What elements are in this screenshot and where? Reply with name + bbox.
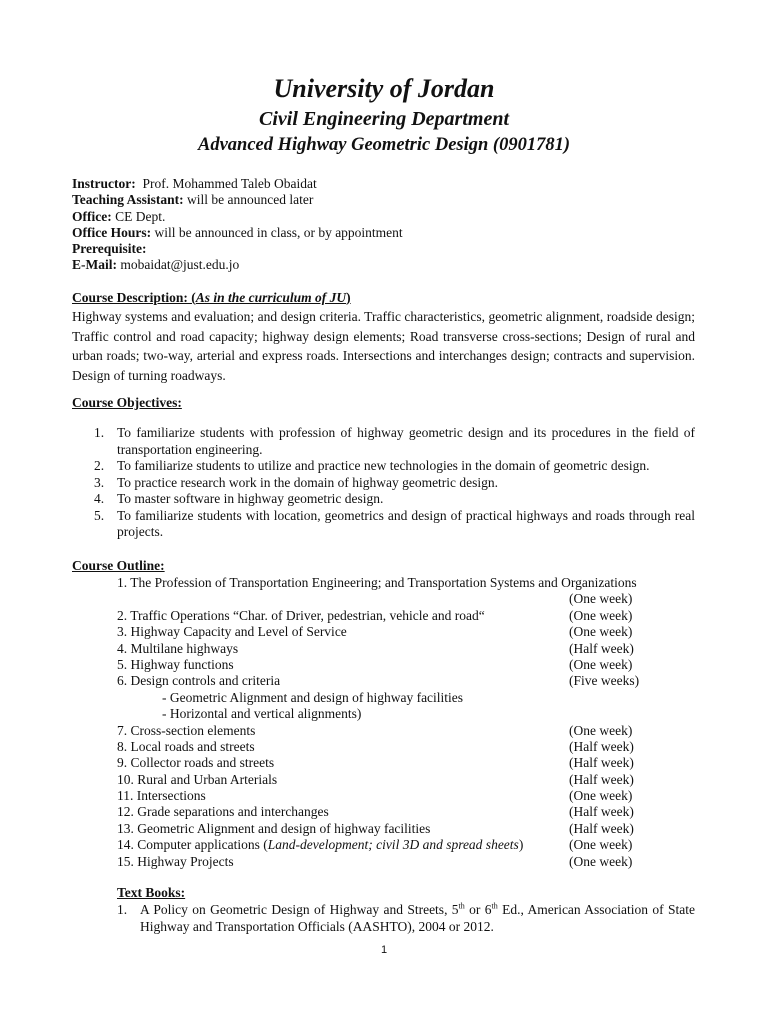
outline-row	[117, 608, 677, 624]
textbook-part: Ed., American Association of State Highway and Transportation Officials (AASHTO), 2004 or 2012.	[140, 902, 695, 934]
outline-row	[117, 624, 677, 640]
outline-topic: 13. Geometric Alignment and design of highway facilities	[117, 820, 431, 836]
list-item	[72, 475, 695, 492]
office-line	[72, 209, 403, 225]
outline-topic: 4. Multilane highways	[117, 640, 239, 656]
outline-row	[117, 591, 677, 607]
course-title: Advanced Highway Geometric Design (0901781)	[197, 135, 570, 155]
outline-row	[117, 657, 677, 673]
outline-duration: (One week)	[569, 591, 633, 607]
list-number: 2.	[94, 458, 105, 473]
email-value: mobaidat@just.edu.jo	[120, 257, 240, 273]
outline-row	[117, 575, 677, 591]
outline-subitem: - Geometric Alignment and design of highway facilities	[162, 689, 464, 705]
outline-row	[117, 673, 677, 689]
outline-topic	[117, 837, 523, 852]
outline-topic: 1. The Profession of Transportation Engineering; and Transportation Systems and Organizations	[117, 575, 637, 590]
outline-topic: 11. Intersections	[117, 788, 206, 804]
outline-topic: 10. Rural and Urban Arterials	[117, 771, 278, 787]
ta-value: will be announced later	[187, 192, 314, 208]
list-text: To familiarize students with profession of highway geometric design and its procedures in the field of transportation engineering.	[117, 425, 695, 457]
list-text: To master software in highway geometric design.	[117, 491, 384, 506]
list-item	[72, 458, 695, 475]
textbook-number: 1.	[117, 902, 128, 917]
outline-topic: 3. Highway Capacity and Level of Service	[117, 624, 347, 640]
list-item	[72, 425, 695, 458]
course-description	[72, 290, 695, 385]
list-number: 5.	[94, 507, 105, 523]
outline-duration: (Half week)	[569, 738, 634, 754]
prerequisite-label: Prerequisite:	[72, 241, 147, 257]
instructor-value: Prof. Mohammed Taleb Obaidat	[142, 176, 317, 191]
email-line	[72, 257, 403, 273]
outline-duration: (One week)	[569, 607, 633, 623]
description-text: Highway systems and evaluation; and design criteria. Traffic characteristics, geometric alignment, roadside design; Traffic control and road capacity; highway design elements; Road transverse cross-sections; Design of rural and urban roads; two-way, arterial and express roads. Intersections and interchanges design; contracts and supervision. Design of turning roadways.	[72, 309, 695, 383]
office-hours-value: will be announced in class, or by appointment	[154, 224, 403, 240]
list-text: To practice research work in the domain of highway geometric design.	[117, 474, 499, 490]
department-title: Civil Engineering Department	[258, 108, 510, 130]
outline-subitem: - Horizontal and vertical alignments)	[162, 706, 362, 722]
outline-row	[117, 804, 677, 820]
outline-duration: (One week)	[569, 788, 633, 804]
list-number: 4.	[94, 491, 105, 506]
outline-topic-suffix: )	[518, 837, 524, 853]
textbooks-list	[117, 901, 695, 935]
outline-row	[117, 788, 677, 804]
outline-duration: (One week)	[569, 656, 633, 672]
list-item	[72, 491, 695, 508]
outline-row	[117, 821, 677, 837]
outline-row	[117, 641, 677, 657]
office-hours-line	[72, 225, 403, 241]
description-heading-text: Course Description: (	[72, 290, 196, 305]
outline-duration: (Half week)	[569, 755, 634, 771]
textbooks-heading: Text Books:	[117, 885, 186, 900]
outline-duration: (One week)	[569, 722, 633, 738]
outline-row	[117, 772, 677, 788]
textbook-sup: th	[491, 901, 498, 911]
office-hours-label: Office Hours:	[72, 224, 152, 240]
outline-duration: (Half week)	[569, 820, 634, 836]
list-text: To familiarize students to utilize and practice new technologies in the domain of geometric design.	[117, 458, 650, 473]
email-label: E-Mail:	[72, 257, 117, 273]
list-text: To familiarize students with location, geometrics and design of practical highways and roads through real projects.	[117, 507, 695, 539]
outline-topic-prefix: 14. Computer applications (	[117, 837, 268, 853]
outline-row	[117, 837, 677, 853]
textbook-sup: th	[458, 901, 465, 911]
textbook-part: or 6	[464, 902, 492, 917]
outline-topic: 5. Highway functions	[117, 656, 234, 672]
ta-label: Teaching Assistant:	[72, 192, 184, 208]
outline-duration: (Five weeks)	[569, 673, 640, 689]
list-number: 3.	[94, 474, 105, 490]
ta-line	[72, 192, 403, 208]
outline-duration: (One week)	[569, 624, 633, 640]
university-title: University of Jordan	[273, 74, 495, 103]
outline-heading: Course Outline:	[72, 558, 165, 573]
page-number: 1	[380, 944, 388, 956]
textbook-text	[117, 901, 695, 935]
office-label: Office:	[72, 208, 112, 224]
course-info	[72, 176, 403, 274]
outline-duration: (Half week)	[569, 804, 634, 820]
outline-topic: 6. Design controls and criteria	[117, 673, 281, 689]
textbook-part: A Policy on Geometric Design of Highway and Streets, 5	[140, 902, 459, 917]
outline-topic: 7. Cross-section elements	[117, 722, 256, 738]
course-outline	[117, 575, 677, 870]
outline-topic: 12. Grade separations and interchanges	[117, 804, 329, 820]
outline-duration: (One week)	[569, 837, 633, 853]
objectives-heading: Course Objectives:	[72, 395, 182, 410]
outline-row	[117, 723, 677, 739]
description-heading	[72, 290, 695, 306]
outline-topic: 15. Highway Projects	[117, 853, 234, 869]
instructor-line	[72, 176, 403, 192]
outline-topic: 2. Traffic Operations “Char. of Driver, pedestrian, vehicle and road“	[117, 607, 485, 623]
description-heading-close: )	[346, 290, 351, 305]
outline-topic: 9. Collector roads and streets	[117, 755, 275, 771]
description-heading-italic: As in the curriculum of JU	[195, 290, 347, 305]
outline-duration: (Half week)	[569, 771, 634, 787]
outline-row	[117, 739, 677, 755]
list-item	[72, 508, 695, 541]
office-value: CE Dept.	[115, 208, 166, 224]
outline-topic: 8. Local roads and streets	[117, 738, 255, 754]
outline-duration: (Half week)	[569, 640, 634, 656]
list-number: 1.	[94, 425, 105, 440]
outline-topic-italic: Land-development; civil 3D and spread sheets	[267, 837, 519, 853]
prerequisite-line	[72, 241, 403, 257]
outline-row	[117, 854, 677, 870]
objectives-list	[72, 425, 695, 541]
outline-row	[117, 755, 677, 771]
instructor-label: Instructor:	[72, 176, 136, 191]
outline-duration: (One week)	[569, 853, 633, 869]
